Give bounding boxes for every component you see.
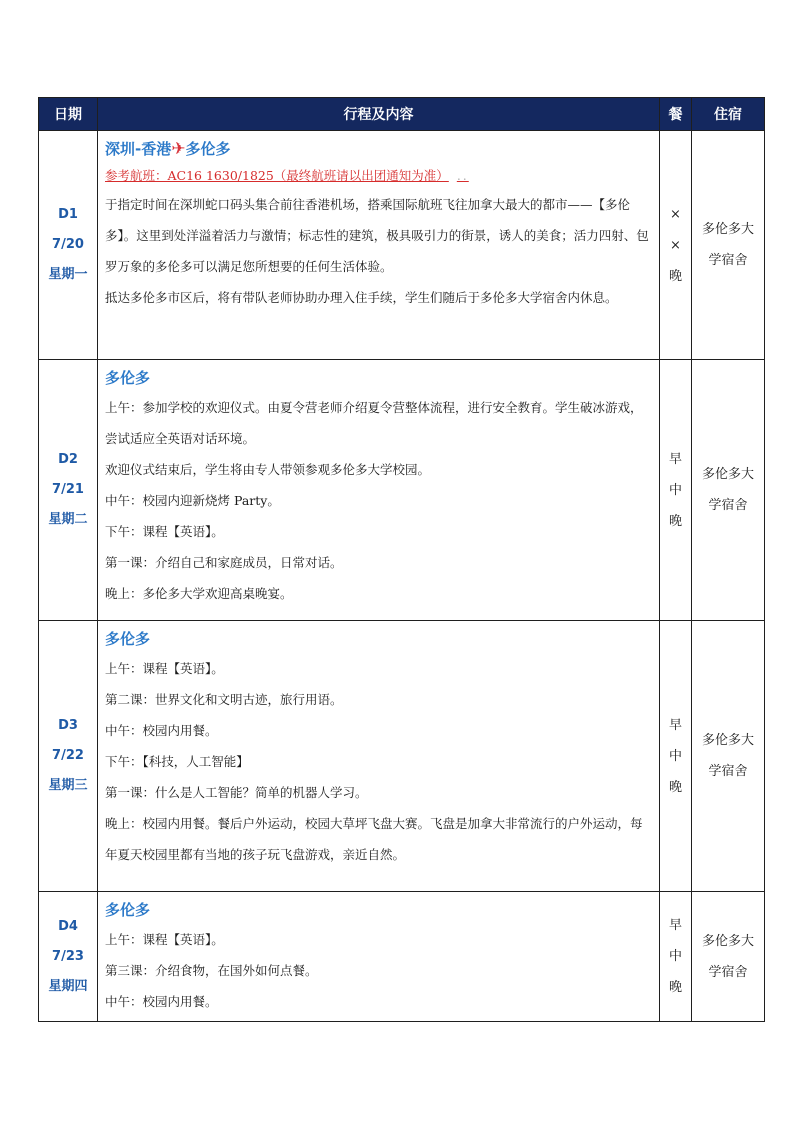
- meal-lunch: 中: [668, 949, 682, 964]
- paragraph: 上午：参加学校的欢迎仪式。由夏令营老师介绍夏令营整体流程，进行安全教育。学生破冰游戏，尝试适应全英语对话环境。: [105, 400, 643, 446]
- stay-line: 学宿舍: [708, 964, 748, 980]
- day-date: 7/22: [52, 748, 84, 763]
- stay-cell: [692, 621, 765, 892]
- meal-cell: [660, 621, 692, 892]
- paragraph: 第三课：介绍食物，在国外如何点餐。: [105, 963, 318, 978]
- day-weekday: 星期三: [48, 778, 88, 793]
- paragraph: 中午：校园内迎新烧烤 Party。: [105, 493, 280, 508]
- paragraph: 第二课：世界文化和文明古迹，旅行用语。: [105, 692, 343, 707]
- stay-line: 多伦多大: [701, 222, 754, 237]
- meal-lunch: 中: [668, 748, 682, 764]
- table-row: [39, 360, 765, 621]
- day-date: 7/23: [52, 948, 84, 964]
- route-to: 多伦多: [185, 140, 231, 158]
- meal-cell: [660, 131, 692, 360]
- paragraph: 第一课：介绍自己和家庭成员，日常对话。: [105, 555, 343, 570]
- table-row: [39, 131, 765, 360]
- header-stay: 住宿: [692, 98, 765, 131]
- header-content: 行程及内容: [98, 98, 660, 131]
- meal-breakfast: ×: [670, 206, 681, 222]
- meal-dinner: 晚: [668, 513, 682, 529]
- meal-breakfast: 早: [668, 918, 682, 933]
- flight-dots: ..: [456, 168, 469, 183]
- day-date: 7/21: [52, 482, 84, 497]
- day-weekday: 星期一: [48, 267, 88, 282]
- meal-cell: [660, 360, 692, 621]
- header-date: 日期: [39, 98, 98, 131]
- paragraph: 晚上：校园内用餐。餐后户外运动，校园大草坪飞盘大赛。飞盘是加拿大非常流行的户外运动，每年夏天校园里都有当地的孩子玩飞盘游戏，亲近自然。: [105, 816, 643, 862]
- day-cell: [39, 360, 98, 621]
- flight-info: [105, 163, 653, 189]
- day-cell: [39, 621, 98, 892]
- table-header-row: [39, 98, 765, 131]
- row-title: [105, 135, 653, 163]
- paragraph: 于指定时间在深圳蛇口码头集合前往香港机场，搭乘国际航班飞往加拿大最大的都市——【多伦多】。这里到处洋溢着活力与激情；标志性的建筑，极具吸引力的街景，诱人的美食；活力四射、包罗万象的多伦多可以满足您所想要的任何生活体验。: [105, 197, 649, 274]
- paragraph: 下午：课程【英语】。: [105, 524, 224, 539]
- meal-breakfast: 早: [668, 717, 682, 733]
- day-label: D2: [58, 452, 78, 467]
- content-cell: [98, 360, 660, 621]
- table-row: [39, 621, 765, 892]
- row-title: 多伦多: [105, 901, 151, 919]
- itinerary-table: [38, 97, 765, 1022]
- stay-cell: [692, 131, 765, 360]
- day-weekday: 星期二: [48, 512, 88, 527]
- paragraph: 抵达多伦多市区后，将有带队老师协助办理入住手续，学生们随后于多伦多大学宿舍内休息。: [105, 290, 618, 305]
- paragraph: 上午：课程【英语】。: [105, 932, 224, 947]
- stay-line: 多伦多大: [701, 733, 754, 748]
- meal-lunch: ×: [670, 237, 681, 253]
- day-cell: [39, 131, 98, 360]
- stay-line: 多伦多大: [701, 467, 754, 482]
- header-meal: 餐: [660, 98, 692, 131]
- content-cell: [98, 892, 660, 1022]
- row-title: 多伦多: [105, 369, 151, 387]
- meal-dinner: 晚: [668, 980, 682, 995]
- stay-line: 学宿舍: [708, 253, 748, 268]
- day-cell: [39, 892, 98, 1022]
- day-label: D4: [58, 918, 78, 934]
- day-label: D3: [58, 718, 78, 733]
- paragraph: 中午：校园内用餐。: [105, 723, 218, 738]
- stay-line: 学宿舍: [708, 498, 748, 513]
- paragraph: 第一课：什么是人工智能？简单的机器人学习。: [105, 785, 368, 800]
- row-title: 多伦多: [105, 630, 151, 648]
- airplane-icon: ✈: [171, 139, 186, 159]
- paragraph: 上午：课程【英语】。: [105, 661, 224, 676]
- meal-dinner: 晚: [668, 779, 682, 795]
- stay-line: 多伦多大: [701, 933, 754, 949]
- meal-breakfast: 早: [668, 451, 682, 467]
- stay-cell: [692, 892, 765, 1022]
- paragraph: 欢迎仪式结束后，学生将由专人带领参观多伦多大学校园。: [105, 462, 431, 477]
- day-date: 7/20: [52, 237, 84, 252]
- meal-cell: [660, 892, 692, 1022]
- paragraph: 下午：【科技，人工智能】: [105, 754, 249, 769]
- stay-cell: [692, 360, 765, 621]
- meal-dinner: 晚: [668, 268, 682, 284]
- flight-text: 参考航班：AC16 1630/1825（最终航班请以出团通知为准）: [105, 168, 449, 183]
- paragraph: 中午：校园内用餐。: [105, 994, 218, 1009]
- paragraph: 晚上：多伦多大学欢迎高桌晚宴。: [105, 586, 293, 601]
- content-cell: [98, 131, 660, 360]
- route-from: 深圳-香港: [105, 140, 172, 158]
- content-cell: [98, 621, 660, 892]
- meal-lunch: 中: [668, 482, 682, 498]
- stay-line: 学宿舍: [708, 764, 748, 779]
- day-weekday: 星期四: [48, 978, 88, 994]
- day-label: D1: [58, 207, 78, 222]
- table-row: [39, 892, 765, 1022]
